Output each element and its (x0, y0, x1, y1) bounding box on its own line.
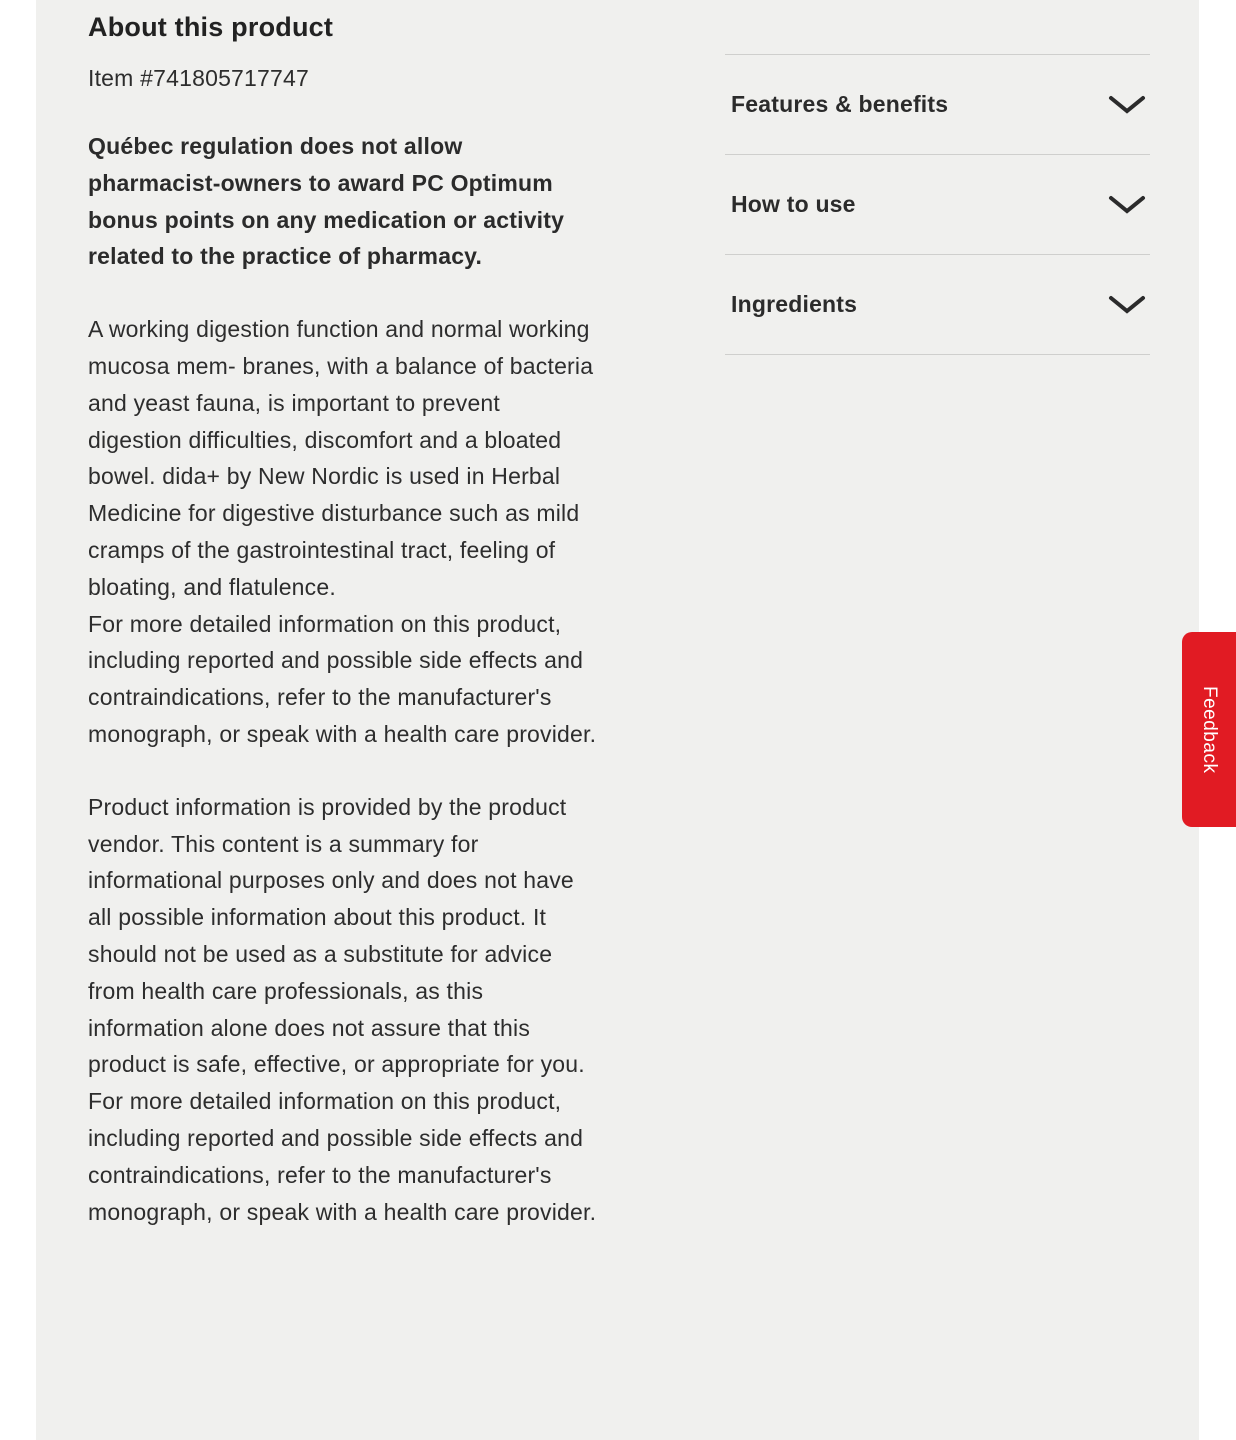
product-description-paragraph (88, 311, 598, 753)
more-info-text: For more detailed information on this product, including reported and possible side effects and contraindications, refer to the manufacturer's monograph, or speak with a health care provider. (88, 610, 597, 747)
chevron-down-icon (1108, 195, 1146, 215)
divider (725, 354, 1150, 355)
chevron-down-icon (1108, 295, 1146, 315)
chevron-down-icon (1108, 95, 1146, 115)
accordion (725, 54, 1150, 355)
about-section (88, 12, 598, 1230)
accordion-section-label: Features & benefits (731, 91, 949, 117)
regulation-notice-paragraph: Québec regulation does not allow pharmacist-owners to award PC Optimum bonus points on any medication or activity related to the practice of pharmacy. (88, 133, 565, 270)
accordion-section-how-to-use[interactable] (725, 155, 1150, 254)
item-number: Item #741805717747 (88, 65, 310, 91)
feedback-button[interactable]: Feedback (1182, 632, 1236, 827)
vendor-disclaimer-paragraph: Product information is provided by the product vendor. This content is a summary for informational purposes only and does not have all possible information about this product. It should not be used as a substitute for advice from health care professionals, as this information alone does not assure that this product is safe, effective, or appropriate for you. For more detailed information on this product, including reported and possible side effects and contraindications, refer to the manufacturer's monograph, or speak with a health care provider. (88, 793, 597, 1225)
accordion-section-label: How to use (731, 191, 856, 217)
accordion-section-label: Ingredients (731, 291, 858, 317)
description-text: A working digestion function and normal working mucosa mem- branes, with a balance of bacteria and yeast fauna, is important to prevent digestion difficulties, discomfort and a bloated bowel. dida+ by New Nordic is used in Herbal Medicine for digestive disturbance such as mild cramps of the gastrointestinal tract, feeling of bloating, and flatulence. (88, 316, 594, 600)
accordion-section-ingredients[interactable] (725, 255, 1150, 354)
page-title: About this product (88, 12, 334, 42)
accordion-section-features-benefits[interactable] (725, 55, 1150, 154)
about-product-panel (36, 0, 1199, 1440)
